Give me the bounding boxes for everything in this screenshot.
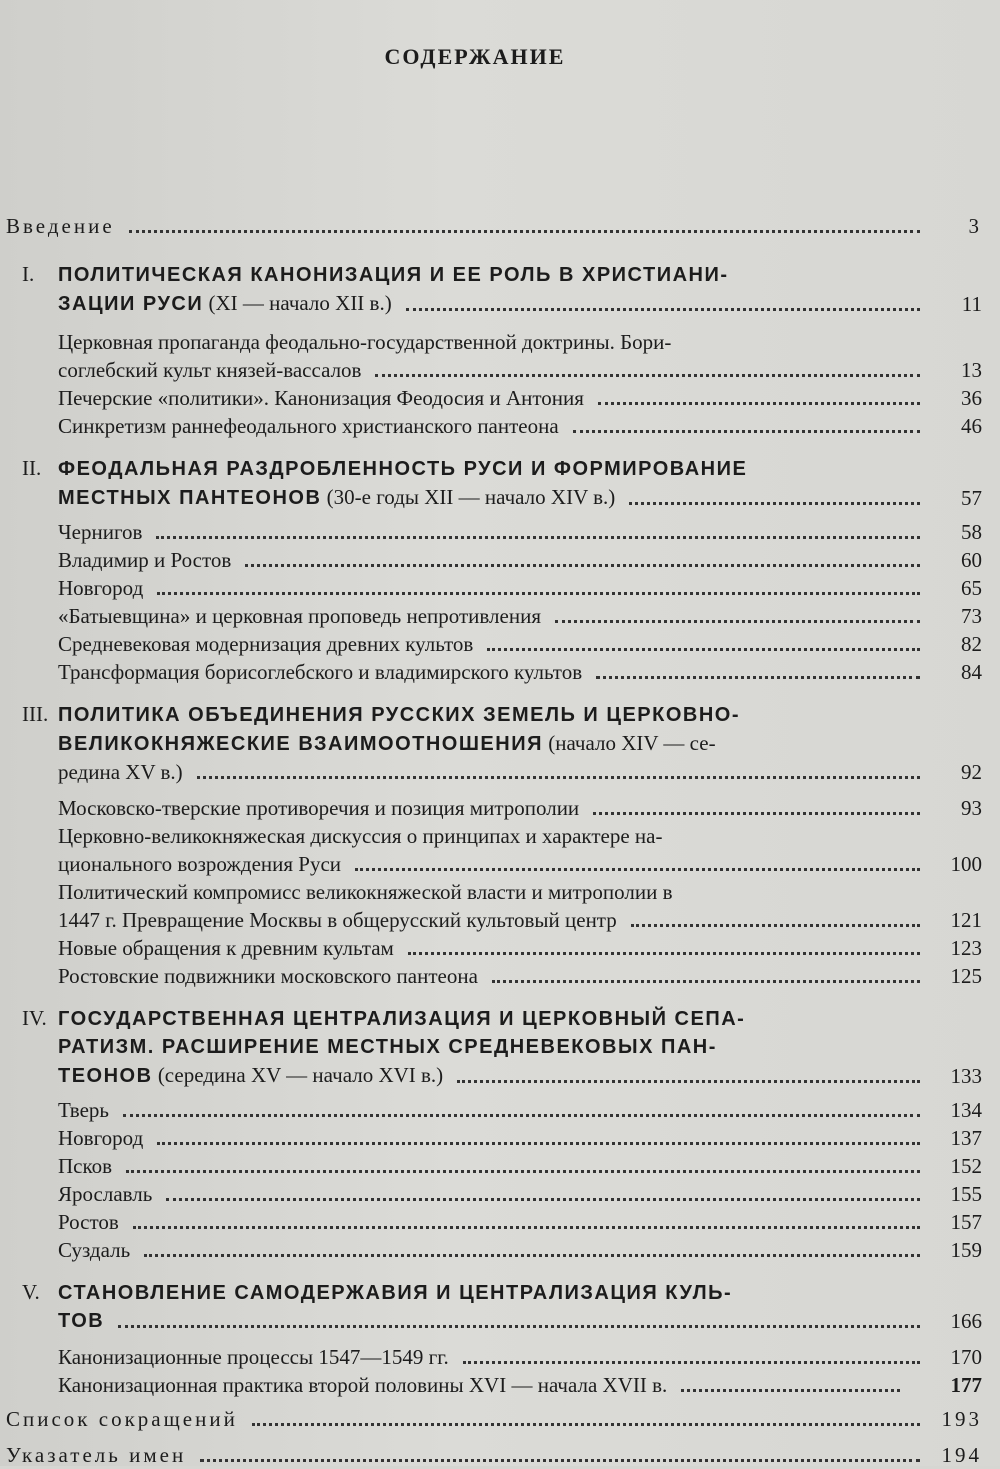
dot-leader (487, 648, 920, 651)
chapter-period: (30-е годы XII — начало XIV в.) (321, 485, 616, 509)
chapter-title-line: ТЕОНОВ (58, 1065, 153, 1087)
chapter-title-line: ПОЛИТИЧЕСКАЯ КАНОНИЗАЦИЯ И ЕЕ РОЛЬ В ХРИСТИАНИ- (58, 264, 729, 286)
dot-leader (245, 564, 920, 567)
toc-subentry-label: Канонизационная практика второй половины XVI — начала XVII в. (58, 1373, 668, 1397)
dot-leader (166, 1198, 920, 1201)
chapter-1-heading (0, 260, 990, 289)
dot-leader (463, 1361, 920, 1364)
toc-page-number: 92 (961, 760, 982, 784)
dot-leader (408, 952, 920, 955)
dot-leader (126, 1170, 920, 1173)
chapter-3-heading-cont (0, 758, 990, 786)
chapter-title-line: РАТИЗМ. РАСШИРЕНИЕ МЕСТНЫХ СРЕДНЕВЕКОВЫХ ПАН- (58, 1036, 717, 1058)
dot-leader (157, 592, 920, 595)
toc-subentry-label: Синкретизм раннефеодального христианского пантеона (58, 414, 559, 438)
toc-subentry (0, 1124, 990, 1152)
toc-subentry (0, 384, 990, 412)
chapter-1-heading-cont (0, 289, 990, 318)
dot-leader (200, 1459, 920, 1462)
toc-subentry-label: Ростовские подвижники московского пантеона (58, 964, 478, 988)
toc-subentry (0, 1371, 990, 1399)
dot-leader (598, 402, 920, 405)
chapter-title-line: ФЕОДАЛЬНАЯ РАЗДРОБЛЕННОСТЬ РУСИ И ФОРМИРОВАНИЕ (58, 458, 748, 480)
chapter-title-line: ТОВ (58, 1310, 105, 1332)
dot-leader (681, 1389, 900, 1392)
toc-page-number: 84 (961, 660, 982, 684)
chapter-4-heading-cont (0, 1033, 990, 1061)
toc-page-number: 36 (961, 386, 982, 410)
toc-subentry-label: Канонизационные процессы 1547—1549 гг. (58, 1345, 449, 1369)
toc-page-number: 11 (961, 292, 982, 316)
chapter-number: IV. (22, 1006, 47, 1030)
toc-subentry-label: Ярославль (58, 1182, 153, 1206)
toc-subentry (0, 1208, 990, 1236)
dot-leader (492, 980, 920, 983)
toc-subentry-label: Церковная пропаганда феодально-государственной доктрины. Бори- (58, 330, 672, 354)
toc-subentry (0, 518, 990, 546)
toc-page-number: 65 (961, 576, 982, 600)
toc-subentry-cont (0, 850, 990, 878)
toc-subentry (0, 546, 990, 574)
toc-subentry (0, 962, 990, 990)
toc-page-number: 13 (961, 358, 982, 382)
dot-leader (573, 430, 920, 433)
toc-page-number: 93 (961, 796, 982, 820)
toc-subentry-label: Чернигов (58, 520, 143, 544)
toc-page-number: 157 (950, 1210, 982, 1234)
toc-subentry (0, 1152, 990, 1180)
toc-subentry (0, 794, 990, 822)
chapter-period: (XI — начало XII в.) (203, 291, 392, 315)
toc-subentry-label: Печерские «политики». Канонизация Феодосия и Антония (58, 386, 584, 410)
dot-leader (457, 1080, 920, 1083)
toc-subentry-cont (0, 906, 990, 934)
toc-entry-label: Список сокращений (6, 1407, 238, 1431)
chapter-title-line: ПОЛИТИКА ОБЪЕДИНЕНИЯ РУССКИХ ЗЕМЕЛЬ И ЦЕРКОВНО- (58, 704, 741, 726)
toc-subentry-label: «Батыевщина» и церковная проповедь непротивления (58, 604, 541, 628)
toc-subentry-label: Политический компромисс великокняжеской власти и митрополии в (58, 880, 673, 904)
chapter-2-heading (0, 454, 990, 483)
chapter-title-line: МЕСТНЫХ ПАНТЕОНОВ (58, 487, 322, 509)
toc-subentry (0, 878, 990, 906)
dot-leader (406, 308, 920, 311)
toc-subentry (0, 1180, 990, 1208)
toc-subentry-label: Московско-тверские противоречия и позиция митрополии (58, 796, 580, 820)
dot-leader (118, 1325, 920, 1328)
dot-leader (197, 776, 920, 779)
toc-subentry (0, 934, 990, 962)
chapter-title-line: ВЕЛИКОКНЯЖЕСКИЕ ВЗАИМООТНОШЕНИЯ (58, 733, 543, 755)
toc-entry-label: Введение (6, 214, 115, 238)
toc-page-number: 57 (961, 486, 982, 510)
chapter-period: редина XV в.) (58, 760, 183, 784)
table-of-contents (0, 212, 990, 1469)
toc-page-number: 170 (950, 1345, 982, 1369)
toc-page-number: 134 (950, 1098, 982, 1122)
toc-page-number: 152 (950, 1154, 982, 1178)
toc-entry-label: Указатель имен (6, 1443, 187, 1467)
toc-subentry-label: Тверь (58, 1098, 109, 1122)
toc-page-number: 194 (941, 1443, 982, 1467)
toc-page-number: 159 (950, 1238, 982, 1262)
toc-page-number: 82 (961, 632, 982, 656)
toc-subentry-label: Новгород (58, 1126, 144, 1150)
toc-subentry-label: Суздаль (58, 1238, 131, 1262)
toc-page-number: 133 (950, 1064, 982, 1088)
chapter-title-line: ГОСУДАРСТВЕННАЯ ЦЕНТРАЛИЗАЦИЯ И ЦЕРКОВНЫЙ СЕПА- (58, 1008, 746, 1030)
toc-page-number: 121 (950, 908, 982, 932)
toc-subentry (0, 1236, 990, 1264)
toc-page-number: 3 (968, 214, 982, 238)
toc-page-number: 193 (941, 1407, 982, 1431)
toc-subentry-label: Владимир и Ростов (58, 548, 232, 572)
dot-leader (596, 676, 920, 679)
chapter-number: III. (22, 702, 49, 726)
page-title: СОДЕРЖАНИЕ (384, 44, 566, 69)
toc-subentry (0, 328, 990, 356)
dot-leader (133, 1226, 920, 1229)
toc-page-number: 73 (961, 604, 982, 628)
chapter-period: (середина XV — начало XVI в.) (152, 1063, 444, 1087)
toc-page-number: 137 (950, 1126, 982, 1150)
toc-subentry-label: Новые обращения к древним культам (58, 936, 394, 960)
toc-subentry-label: Новгород (58, 576, 144, 600)
toc-page-number: 155 (950, 1182, 982, 1206)
chapter-number: I. (22, 262, 35, 286)
toc-subentry-label: Ростов (58, 1210, 119, 1234)
chapter-number: V. (22, 1280, 40, 1304)
chapter-4-heading (0, 1004, 990, 1033)
toc-entry-name-index (0, 1441, 990, 1469)
toc-subentry-label: Средневековая модернизация древних культов (58, 632, 474, 656)
toc-page-number: 46 (961, 414, 982, 438)
dot-leader (555, 620, 920, 623)
dot-leader (157, 1142, 920, 1145)
dot-leader (355, 868, 920, 871)
toc-page-number: 166 (950, 1309, 982, 1333)
chapter-3-heading-cont (0, 729, 990, 758)
toc-page-number: 177 (950, 1373, 982, 1397)
toc-subentry (0, 822, 990, 850)
toc-page-number: 123 (950, 936, 982, 960)
chapter-5-heading (0, 1278, 990, 1307)
dot-leader (631, 924, 920, 927)
toc-subentry-label: 1447 г. Превращение Москвы в общерусский культовый центр (58, 908, 617, 932)
toc-entry-abbreviations (0, 1405, 990, 1433)
toc-subentry-label: Псков (58, 1154, 113, 1178)
toc-page-number: 100 (950, 852, 982, 876)
dot-leader (129, 230, 920, 233)
toc-entry-intro (0, 212, 990, 240)
chapter-2-heading-cont (0, 483, 990, 512)
chapter-3-heading (0, 700, 990, 729)
toc-subentry-cont (0, 356, 990, 384)
chapter-4-heading-cont (0, 1061, 990, 1090)
chapter-period: (начало XIV — се- (542, 731, 716, 755)
chapter-title-line: ЗАЦИИ РУСИ (58, 293, 204, 315)
toc-subentry-label: Церковно-великокняжеская дискуссия о принципах и характере на- (58, 824, 663, 848)
dot-leader (156, 536, 920, 539)
chapter-title-line: СТАНОВЛЕНИЕ САМОДЕРЖАВИЯ И ЦЕНТРАЛИЗАЦИЯ КУЛЬ- (58, 1282, 733, 1304)
toc-subentry (0, 1096, 990, 1124)
chapter-number: II. (22, 456, 42, 480)
toc-subentry (0, 630, 990, 658)
toc-subentry-label: Трансформация борисоглебского и владимирского культов (58, 660, 583, 684)
dot-leader (252, 1423, 920, 1426)
toc-page-number: 125 (950, 964, 982, 988)
toc-subentry (0, 658, 990, 686)
toc-page-number: 58 (961, 520, 982, 544)
dot-leader (144, 1254, 920, 1257)
dot-leader (123, 1114, 920, 1117)
toc-subentry-label: ционального возрождения Руси (58, 852, 342, 876)
toc-page-number: 60 (961, 548, 982, 572)
toc-subentry (0, 412, 990, 440)
dot-leader (629, 502, 920, 505)
dot-leader (375, 374, 920, 377)
dot-leader (593, 812, 920, 815)
chapter-5-heading-cont (0, 1307, 990, 1335)
toc-subentry (0, 1343, 990, 1371)
toc-subentry-label: соглебский культ князей-вассалов (58, 358, 362, 382)
toc-subentry (0, 602, 990, 630)
toc-subentry (0, 574, 990, 602)
